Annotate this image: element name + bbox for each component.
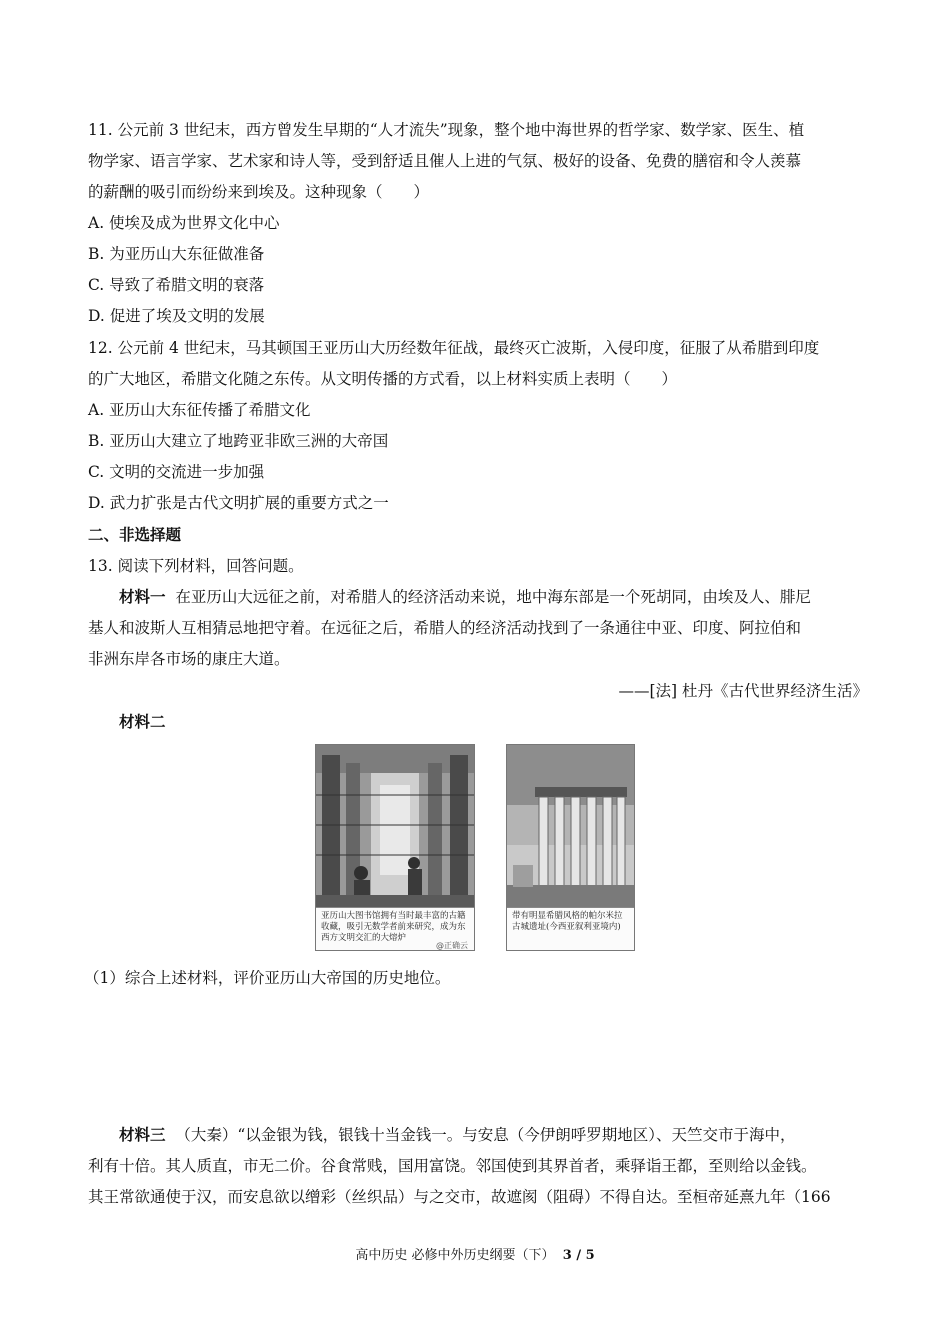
q11-option-b: B. 为亚历山大东征做准备 <box>88 245 265 263</box>
material-1-text-1: 在亚历山大远征之前，对希腊人的经济活动来说，地中海东部是一个死胡同，由埃及人、腓尼 <box>175 588 811 606</box>
q12-option-c: C. 文明的交流进一步加强 <box>88 463 265 481</box>
material-3-label: 材料三 <box>119 1125 166 1144</box>
q11-stem-line-3: 的薪酬的吸引而纷纷来到埃及。这种现象（ ） <box>88 183 430 201</box>
q13-intro: 13. 阅读下列材料，回答问题。 <box>88 557 304 575</box>
material-1-line-3: 非洲东岸各市场的康庄大道。 <box>88 650 290 668</box>
section-title: 二、非选择题 <box>88 525 182 544</box>
material-1-line-2: 基人和波斯人互相猜忌地把守着。在远征之后，希腊人的经济活动找到了一条通往中亚、印度、阿拉伯和 <box>88 619 802 637</box>
q12-stem-line-1: 12. 公元前 4 世纪末，马其顿国王亚历山大历经数年征战，最终灭亡波斯，入侵印度，征服了从希腊到印度 <box>88 339 820 357</box>
q11-stem-line-1: 11. 公元前 3 世纪末，西方曾发生早期的“人才流失”现象，整个地中海世界的哲学家、数学家、医生、植 <box>88 121 805 139</box>
q11-option-c: C. 导致了希腊文明的衰落 <box>88 276 265 294</box>
material-1-line-1 <box>88 587 868 607</box>
q12-option-b: B. 亚历山大建立了地跨亚非欧三洲的大帝国 <box>88 432 389 450</box>
library-figure <box>315 744 475 951</box>
q11-stem-line-2: 物学家、语言学家、艺术家和诗人等，受到舒适且催人上进的气氛、极好的设备、免费的膳宿和令人羡慕 <box>88 152 802 170</box>
q11-option-a: A. 使埃及成为世界文化中心 <box>88 214 280 232</box>
material-1-label: 材料一 <box>119 587 166 606</box>
material-3-text-1: （大秦）“以金银为钱，银钱十当金钱一。与安息（今伊朗呼罗期地区）、天竺交市于海中， <box>175 1126 796 1144</box>
material-3-line-1 <box>88 1125 868 1145</box>
material-1-source: ——[法] 杜丹《古代世界经济生活》 <box>618 682 868 700</box>
material-3-line-2: 利有十倍。其人质直，市无二价。谷食常贱，国用富饶。邻国使到其界首者，乘驿诣王都，至则给以金钱。 <box>88 1157 817 1175</box>
library-caption: 亚历山大图书馆拥有当时最丰富的古籍收藏，吸引无数学者前来研究，成为东西方文明交汇的大熔炉 <box>316 907 474 950</box>
palmyra-figure <box>506 744 635 951</box>
q11-option-d: D. 促进了埃及文明的发展 <box>88 307 265 325</box>
q12-option-d: D. 武力扩张是古代文明扩展的重要方式之一 <box>88 494 389 512</box>
sub-question-1: （1）综合上述材料，评价亚历山大帝国的历史地位。 <box>84 969 451 987</box>
palmyra-caption: 带有明显希腊风格的帕尔米拉古城遗址(今西亚叙利亚境内) <box>507 907 634 950</box>
q12-option-a: A. 亚历山大东征传播了希腊文化 <box>88 401 311 419</box>
page-footer <box>0 1247 950 1265</box>
material-2-label: 材料二 <box>119 712 166 731</box>
page-number: 3 / 5 <box>562 1248 595 1263</box>
watermark: @正确云 <box>436 941 468 950</box>
q12-stem-line-2: 的广大地区，希腊文化随之东传。从文明传播的方式看，以上材料实质上表明（ ） <box>88 370 678 388</box>
footer-text: 高中历史 必修中外历史纲要（下） <box>355 1248 555 1263</box>
library-illustration <box>316 745 474 907</box>
palmyra-ruins-photo <box>507 745 634 907</box>
material-3-line-3: 其王常欲通使于汉，而安息欲以缯彩（丝织品）与之交市，故遮阂（阻碍）不得自达。至桓帝延熹九年（166 <box>88 1188 831 1206</box>
